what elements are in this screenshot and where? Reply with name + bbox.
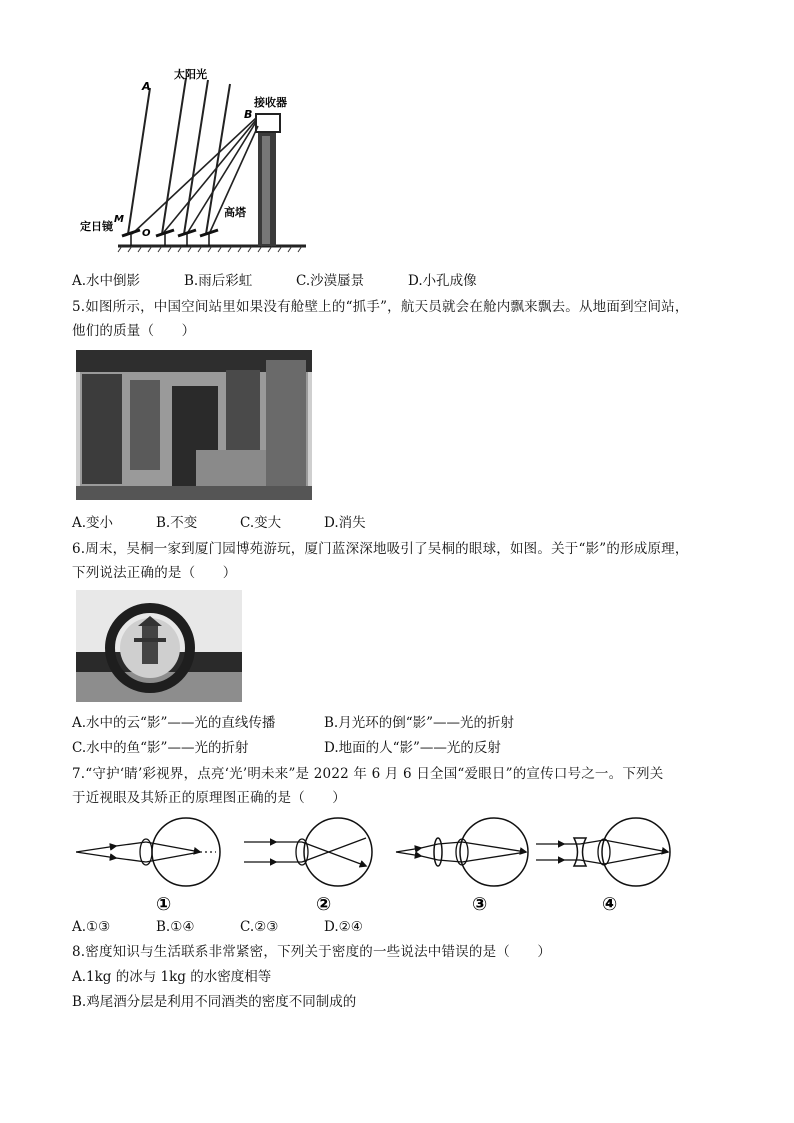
q7-stem-line1: 7.“守护‘睛’彩视界，点亮‘光’明未来”是 2022 年 6 月 6 日全国“爱眼日”的宣传口号之一。下列关	[72, 766, 664, 782]
q7-option-b[interactable]: B.①④	[156, 919, 195, 935]
q4-option-a[interactable]: A.水中倒影	[72, 273, 141, 289]
q8-stem-line1: 8.密度知识与生活联系非常紧密，下列关于密度的一些说法中错误的是（ ）	[72, 944, 552, 960]
eye-diagram-1	[76, 818, 220, 886]
label-b: B	[244, 108, 253, 121]
space-station-photo	[76, 350, 312, 500]
q7-stem-line2: 于近视眼及其矫正的原理图正确的是（ ）	[72, 790, 346, 806]
label-a: A	[142, 80, 151, 93]
eye-diagrams	[76, 812, 676, 916]
q7-option-a[interactable]: A.①③	[72, 919, 111, 935]
eye-label-3: ③	[472, 894, 488, 915]
label-o: O	[142, 228, 151, 239]
label-tower: 高塔	[224, 206, 246, 219]
q8-option-a[interactable]: A.1kg 的冰与 1kg 的水密度相等	[72, 969, 272, 985]
q4-option-b[interactable]: B.雨后彩虹	[184, 273, 253, 289]
q6-option-a[interactable]: A.水中的云“影”——光的直线传播	[72, 715, 276, 731]
label-sunlight: 太阳光	[174, 68, 207, 81]
label-m: M	[114, 214, 124, 225]
eye-label-1: ①	[156, 894, 172, 915]
q5-stem-line1: 5.如图所示，中国空间站里如果没有舱壁上的“抓手”，航天员就会在舱内飘来飘去。从地面到空间站，	[72, 299, 689, 315]
q7-option-c[interactable]: C.②③	[240, 919, 279, 935]
q6-option-c[interactable]: C.水中的鱼“影”——光的折射	[72, 740, 249, 756]
eye-label-4: ④	[602, 894, 618, 915]
q6-option-d[interactable]: D.地面的人“影”——光的反射	[324, 740, 501, 756]
q5-stem-line2: 他们的质量（ ）	[72, 323, 196, 339]
q6-option-b[interactable]: B.月光环的倒“影”——光的折射	[324, 715, 515, 731]
q8-option-b[interactable]: B.鸡尾酒分层是利用不同酒类的密度不同制成的	[72, 994, 357, 1010]
q7-option-d[interactable]: D.②④	[324, 919, 363, 935]
eye-diagram-3	[396, 818, 528, 886]
q5-option-d[interactable]: D.消失	[324, 515, 366, 531]
q5-option-b[interactable]: B.不变	[156, 515, 198, 531]
moon-ring-photo	[76, 590, 242, 702]
eye-diagram-4	[536, 818, 670, 886]
eye-diagram-2	[244, 818, 372, 886]
q4-option-d[interactable]: D.小孔成像	[408, 273, 477, 289]
label-heliostat: 定日镜	[80, 220, 113, 233]
solar-tower-figure	[78, 66, 318, 254]
eye-label-2: ②	[316, 894, 332, 915]
q5-option-c[interactable]: C.变大	[240, 515, 282, 531]
q4-option-c[interactable]: C.沙漠蜃景	[296, 273, 365, 289]
q6-stem-line2: 下列说法正确的是（ ）	[72, 565, 237, 581]
q5-option-a[interactable]: A.变小	[72, 515, 114, 531]
label-receiver: 接收器	[254, 96, 287, 109]
q6-stem-line1: 6.周末，吴桐一家到厦门园博苑游玩，厦门蓝深深地吸引了吴桐的眼球，如图。关于“影”的形成原理，	[72, 541, 689, 557]
